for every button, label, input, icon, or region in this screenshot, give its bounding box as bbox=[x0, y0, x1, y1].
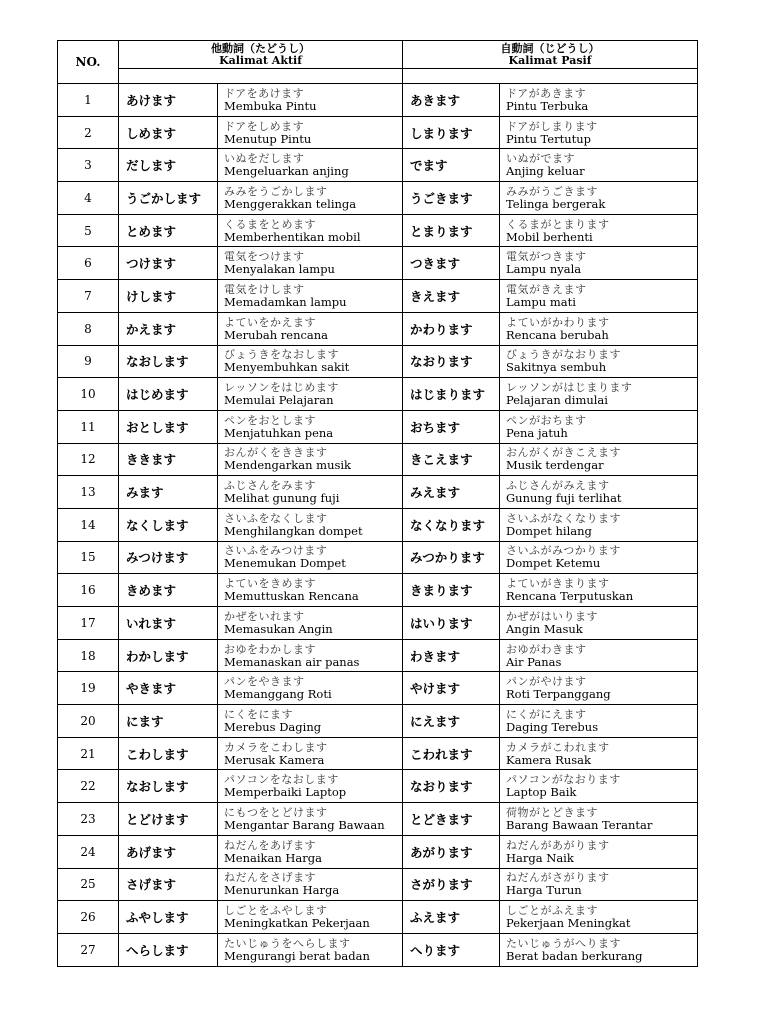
transitive-example-id: Memasukan Angin bbox=[224, 621, 333, 636]
transitive-example bbox=[218, 116, 403, 149]
transitive-example bbox=[218, 574, 403, 607]
intransitive-example-id: Dompet hilang bbox=[506, 523, 592, 538]
intransitive-example-jp: おゆがわきます bbox=[506, 642, 587, 656]
transitive-example-id: Memuttuskan Rencana bbox=[224, 589, 359, 604]
transitive-example bbox=[218, 476, 403, 509]
intransitive-example bbox=[500, 214, 698, 247]
row-number: 4 bbox=[58, 182, 119, 215]
intransitive-example-jp: びょうきがなおります bbox=[506, 348, 621, 362]
transitive-example-jp: にくをにます bbox=[224, 707, 293, 721]
transitive-example-id: Membuka Pintu bbox=[224, 98, 317, 113]
intransitive-example-jp: ねだんがさがります bbox=[506, 871, 610, 885]
table-row bbox=[58, 182, 698, 215]
row-number: 2 bbox=[58, 116, 119, 149]
transitive-example bbox=[218, 803, 403, 836]
intransitive-example-id: Harga Naik bbox=[506, 850, 574, 865]
transitive-example bbox=[218, 247, 403, 280]
transitive-example-id: Mengurangi berat badan bbox=[224, 948, 370, 963]
transitive-verb: なくします bbox=[119, 508, 218, 541]
transitive-example bbox=[218, 541, 403, 574]
row-number: 27 bbox=[58, 933, 119, 966]
row-number: 17 bbox=[58, 607, 119, 640]
intransitive-verb: きこえます bbox=[403, 443, 500, 476]
intransitive-verb: あきます bbox=[403, 84, 500, 117]
intransitive-example bbox=[500, 84, 698, 117]
intransitive-example-jp: 電気がきえます bbox=[506, 282, 587, 296]
transitive-verb: へらします bbox=[119, 933, 218, 966]
transitive-example bbox=[218, 280, 403, 313]
row-number: 12 bbox=[58, 443, 119, 476]
transitive-example-jp: たいじゅうをへらします bbox=[224, 936, 351, 950]
intransitive-verb: なおります bbox=[403, 770, 500, 803]
transitive-example-id: Memanaskan air panas bbox=[224, 654, 360, 669]
transitive-example-id: Menyalakan lampu bbox=[224, 262, 335, 277]
transitive-example-id: Menutup Pintu bbox=[224, 131, 312, 146]
transitive-example bbox=[218, 607, 403, 640]
transitive-verb: はじめます bbox=[119, 378, 218, 411]
intransitive-verb: なくなります bbox=[403, 508, 500, 541]
row-number: 6 bbox=[58, 247, 119, 280]
intransitive-example-jp: ペンがおちます bbox=[506, 413, 587, 427]
transitive-example-jp: ねだんをさげます bbox=[224, 871, 316, 885]
intransitive-example-id: Roti Terpanggang bbox=[506, 687, 611, 702]
transitive-verb: なおします bbox=[119, 770, 218, 803]
intransitive-example bbox=[500, 901, 698, 934]
intransitive-verb: はいります bbox=[403, 607, 500, 640]
intransitive-example bbox=[500, 933, 698, 966]
table-row bbox=[58, 280, 698, 313]
intransitive-verb: みつかります bbox=[403, 541, 500, 574]
intransitive-verb: へります bbox=[403, 933, 500, 966]
intransitive-example bbox=[500, 280, 698, 313]
transitive-example-id: Menurunkan Harga bbox=[224, 883, 340, 898]
verb-table bbox=[57, 40, 698, 967]
table-row bbox=[58, 541, 698, 574]
transitive-example-jp: レッソンをはじめます bbox=[224, 381, 339, 395]
intransitive-example-jp: しごとがふえます bbox=[506, 904, 598, 918]
transitive-verb: ききます bbox=[119, 443, 218, 476]
row-number: 7 bbox=[58, 280, 119, 313]
intransitive-example-jp: ふじさんがみえます bbox=[506, 479, 610, 493]
intransitive-example-id: Rencana Terputuskan bbox=[506, 589, 634, 604]
intransitive-example bbox=[500, 312, 698, 345]
transitive-verb: ふやします bbox=[119, 901, 218, 934]
intransitive-example-jp: にくがにえます bbox=[506, 707, 587, 721]
transitive-example-jp: さいふをなくします bbox=[224, 511, 328, 525]
row-number: 22 bbox=[58, 770, 119, 803]
row-number: 10 bbox=[58, 378, 119, 411]
row-number: 19 bbox=[58, 672, 119, 705]
row-number: 21 bbox=[58, 737, 119, 770]
transitive-example-jp: ドアをあけます bbox=[224, 86, 305, 100]
intransitive-example-id: Berat badan berkurang bbox=[506, 948, 643, 963]
row-number: 15 bbox=[58, 541, 119, 574]
transitive-example-jp: 電気をつけます bbox=[224, 250, 305, 264]
transitive-verb: きめます bbox=[119, 574, 218, 607]
intransitive-example-id: Pintu Tertutup bbox=[506, 131, 592, 146]
intransitive-example bbox=[500, 737, 698, 770]
transitive-example bbox=[218, 378, 403, 411]
intransitive-verb: しまります bbox=[403, 116, 500, 149]
intransitive-verb: なおります bbox=[403, 345, 500, 378]
intransitive-verb: きえます bbox=[403, 280, 500, 313]
transitive-example-jp: おゆをわかします bbox=[224, 642, 316, 656]
transitive-example-jp: いぬをだします bbox=[224, 152, 305, 166]
transitive-example-id: Menaikan Harga bbox=[224, 850, 323, 865]
transitive-verb: けします bbox=[119, 280, 218, 313]
transitive-example bbox=[218, 149, 403, 182]
intransitive-verb: はじまります bbox=[403, 378, 500, 411]
table-row bbox=[58, 84, 698, 117]
transitive-example bbox=[218, 508, 403, 541]
intransitive-example bbox=[500, 378, 698, 411]
transitive-verb: やきます bbox=[119, 672, 218, 705]
transitive-example-id: Memadamkan lampu bbox=[224, 294, 347, 309]
intransitive-example bbox=[500, 149, 698, 182]
row-number: 13 bbox=[58, 476, 119, 509]
table-row bbox=[58, 312, 698, 345]
transitive-example bbox=[218, 410, 403, 443]
intransitive-example-jp: パソコンがなおります bbox=[506, 773, 621, 787]
transitive-spacer-cell bbox=[119, 69, 403, 84]
transitive-verb: つけます bbox=[119, 247, 218, 280]
intransitive-example bbox=[500, 574, 698, 607]
transitive-verb: あけます bbox=[119, 84, 218, 117]
transitive-header-jp: 他動詞（たどうし） bbox=[211, 41, 310, 55]
transitive-example bbox=[218, 443, 403, 476]
table-row bbox=[58, 410, 698, 443]
row-number: 20 bbox=[58, 705, 119, 738]
intransitive-example-id: Mobil berhenti bbox=[506, 229, 593, 244]
intransitive-example bbox=[500, 607, 698, 640]
intransitive-example-jp: ねだんがあがります bbox=[506, 838, 610, 852]
intransitive-example-id: Air Panas bbox=[506, 654, 562, 669]
intransitive-example-id: Pintu Terbuka bbox=[506, 98, 589, 113]
transitive-example-jp: カメラをこわします bbox=[224, 740, 328, 754]
intransitive-spacer-cell bbox=[403, 69, 698, 84]
intransitive-verb: でます bbox=[403, 149, 500, 182]
intransitive-example-jp: よていがきまります bbox=[506, 577, 610, 591]
transitive-example-id: Memulai Pelajaran bbox=[224, 393, 334, 408]
table-row bbox=[58, 378, 698, 411]
transitive-verb: さげます bbox=[119, 868, 218, 901]
row-number: 11 bbox=[58, 410, 119, 443]
intransitive-example-id: Pena jatuh bbox=[506, 425, 568, 440]
transitive-example bbox=[218, 214, 403, 247]
table-row bbox=[58, 443, 698, 476]
table-row bbox=[58, 835, 698, 868]
intransitive-example-jp: みみがうごきます bbox=[506, 184, 598, 198]
intransitive-example bbox=[500, 410, 698, 443]
transitive-example bbox=[218, 770, 403, 803]
intransitive-example bbox=[500, 345, 698, 378]
row-number: 9 bbox=[58, 345, 119, 378]
table-row bbox=[58, 639, 698, 672]
intransitive-example-jp: ドアがしまります bbox=[506, 119, 598, 133]
transitive-example-id: Memberhentikan mobil bbox=[224, 229, 361, 244]
transitive-example-jp: びょうきをなおします bbox=[224, 348, 339, 362]
transitive-example-id: Menemukan Dompet bbox=[224, 556, 346, 571]
transitive-example bbox=[218, 639, 403, 672]
table-row bbox=[58, 705, 698, 738]
intransitive-example bbox=[500, 247, 698, 280]
transitive-example-jp: しごとをふやします bbox=[224, 904, 328, 918]
transitive-verb: とめます bbox=[119, 214, 218, 247]
table-row bbox=[58, 574, 698, 607]
intransitive-example-jp: おんがくがきこえます bbox=[506, 446, 621, 460]
table-row bbox=[58, 345, 698, 378]
transitive-example bbox=[218, 933, 403, 966]
transitive-example-id: Melihat gunung fuji bbox=[224, 491, 340, 506]
table-row bbox=[58, 737, 698, 770]
intransitive-example-id: Telinga bergerak bbox=[506, 196, 606, 211]
intransitive-example bbox=[500, 803, 698, 836]
transitive-verb: かえます bbox=[119, 312, 218, 345]
intransitive-example-jp: たいじゅうがへります bbox=[506, 936, 621, 950]
table-row bbox=[58, 607, 698, 640]
intransitive-example-jp: いぬがでます bbox=[506, 152, 575, 166]
transitive-verb: こわします bbox=[119, 737, 218, 770]
intransitive-example-jp: 電気がつきます bbox=[506, 250, 587, 264]
transitive-verb: みます bbox=[119, 476, 218, 509]
intransitive-example-id: Barang Bawaan Terantar bbox=[506, 817, 653, 832]
transitive-example bbox=[218, 182, 403, 215]
transitive-example-id: Memperbaiki Laptop bbox=[224, 785, 347, 800]
intransitive-header-jp: 自動詞（じどうし） bbox=[500, 41, 600, 55]
transitive-example-id: Meningkatkan Pekerjaan bbox=[224, 916, 370, 931]
row-number: 18 bbox=[58, 639, 119, 672]
transitive-example-id: Merubah rencana bbox=[224, 327, 329, 342]
intransitive-example-id: Musik terdengar bbox=[506, 458, 604, 473]
transitive-example-id: Menjatuhkan pena bbox=[224, 425, 334, 440]
intransitive-example-id: Pelajaran dimulai bbox=[506, 393, 608, 408]
table-row bbox=[58, 116, 698, 149]
table-row bbox=[58, 770, 698, 803]
transitive-verb: とどけます bbox=[119, 803, 218, 836]
transitive-example-jp: さいふをみつけます bbox=[224, 544, 328, 558]
intransitive-verb: つきます bbox=[403, 247, 500, 280]
intransitive-verb: かわります bbox=[403, 312, 500, 345]
intransitive-example-jp: 荷物がとどきます bbox=[506, 805, 598, 819]
table-row bbox=[58, 901, 698, 934]
row-number: 26 bbox=[58, 901, 119, 934]
transitive-verb: おとします bbox=[119, 410, 218, 443]
intransitive-example-jp: ドアがあきます bbox=[506, 86, 587, 100]
intransitive-example-jp: くるまがとまります bbox=[506, 217, 610, 231]
transitive-example-id: Memanggang Roti bbox=[224, 687, 332, 702]
transitive-example bbox=[218, 84, 403, 117]
transitive-example bbox=[218, 345, 403, 378]
no-column-header: NO. bbox=[58, 41, 119, 84]
transitive-example-jp: ふじさんをみます bbox=[224, 479, 316, 493]
row-number: 3 bbox=[58, 149, 119, 182]
transitive-verb: なおします bbox=[119, 345, 218, 378]
intransitive-verb: みえます bbox=[403, 476, 500, 509]
intransitive-example-jp: さいふがなくなります bbox=[506, 511, 621, 525]
transitive-header-id: Kalimat Aktif bbox=[219, 53, 302, 67]
intransitive-verb: やけます bbox=[403, 672, 500, 705]
transitive-example-id: Menggerakkan telinga bbox=[224, 196, 357, 211]
table-row bbox=[58, 933, 698, 966]
row-number: 5 bbox=[58, 214, 119, 247]
transitive-verb: あげます bbox=[119, 835, 218, 868]
intransitive-example-id: Daging Terebus bbox=[506, 719, 599, 734]
transitive-verb: いれます bbox=[119, 607, 218, 640]
transitive-example-id: Merebus Daging bbox=[224, 719, 322, 734]
transitive-verb: しめます bbox=[119, 116, 218, 149]
table-row bbox=[58, 149, 698, 182]
row-number: 25 bbox=[58, 868, 119, 901]
intransitive-verb: あがります bbox=[403, 835, 500, 868]
intransitive-example-id: Lampu mati bbox=[506, 294, 576, 309]
intransitive-example bbox=[500, 835, 698, 868]
intransitive-example-id: Rencana berubah bbox=[506, 327, 609, 342]
transitive-verb: わかします bbox=[119, 639, 218, 672]
transitive-example-jp: ペンをおとします bbox=[224, 413, 316, 427]
transitive-example-jp: おんがくをききます bbox=[224, 446, 328, 460]
transitive-example-id: Mengeluarkan anjing bbox=[224, 164, 349, 179]
intransitive-example bbox=[500, 672, 698, 705]
intransitive-example bbox=[500, 705, 698, 738]
transitive-example bbox=[218, 835, 403, 868]
intransitive-example-id: Dompet Ketemu bbox=[506, 556, 601, 571]
intransitive-example bbox=[500, 541, 698, 574]
transitive-example-jp: ドアをしめます bbox=[224, 119, 305, 133]
transitive-verb: みつけます bbox=[119, 541, 218, 574]
intransitive-example-jp: かぜがはいります bbox=[506, 609, 598, 623]
transitive-example-jp: 電気をけします bbox=[224, 282, 305, 296]
row-number: 23 bbox=[58, 803, 119, 836]
transitive-verb: うごかします bbox=[119, 182, 218, 215]
transitive-example bbox=[218, 737, 403, 770]
intransitive-verb: うごきます bbox=[403, 182, 500, 215]
intransitive-verb: にえます bbox=[403, 705, 500, 738]
intransitive-example-jp: さいふがみつかります bbox=[506, 544, 621, 558]
intransitive-example bbox=[500, 116, 698, 149]
intransitive-verb: こわれます bbox=[403, 737, 500, 770]
table-row bbox=[58, 476, 698, 509]
intransitive-example bbox=[500, 639, 698, 672]
intransitive-verb: とまります bbox=[403, 214, 500, 247]
table-row bbox=[58, 803, 698, 836]
intransitive-example-id: Gunung fuji terlihat bbox=[506, 491, 622, 506]
transitive-example bbox=[218, 312, 403, 345]
intransitive-verb: わきます bbox=[403, 639, 500, 672]
transitive-example-jp: くるまをとめます bbox=[224, 217, 316, 231]
transitive-header bbox=[119, 41, 403, 69]
intransitive-example-jp: レッソンがはじまります bbox=[506, 381, 633, 395]
intransitive-example-jp: パンがやけます bbox=[506, 675, 587, 689]
row-number: 1 bbox=[58, 84, 119, 117]
intransitive-verb: きまります bbox=[403, 574, 500, 607]
table-row bbox=[58, 868, 698, 901]
transitive-example-id: Menghilangkan dompet bbox=[224, 523, 363, 538]
intransitive-example-id: Sakitnya sembuh bbox=[506, 360, 607, 375]
intransitive-example-id: Laptop Baik bbox=[506, 785, 577, 800]
transitive-example bbox=[218, 705, 403, 738]
intransitive-example-id: Lampu nyala bbox=[506, 262, 582, 277]
intransitive-example-id: Pekerjaan Meningkat bbox=[506, 916, 631, 931]
transitive-example-id: Menyembuhkan sakit bbox=[224, 360, 350, 375]
table-row bbox=[58, 508, 698, 541]
row-number: 8 bbox=[58, 312, 119, 345]
row-number: 14 bbox=[58, 508, 119, 541]
transitive-example-jp: よていをかえます bbox=[224, 315, 316, 329]
intransitive-example bbox=[500, 770, 698, 803]
intransitive-verb: さがります bbox=[403, 868, 500, 901]
intransitive-example-id: Anjing keluar bbox=[506, 164, 585, 179]
intransitive-verb: おちます bbox=[403, 410, 500, 443]
transitive-example bbox=[218, 868, 403, 901]
intransitive-example bbox=[500, 508, 698, 541]
table-row bbox=[58, 247, 698, 280]
intransitive-verb: とどきます bbox=[403, 803, 500, 836]
intransitive-header-id: Kalimat Pasif bbox=[508, 53, 592, 67]
transitive-example-id: Mengantar Barang Bawaan bbox=[224, 817, 385, 832]
intransitive-example-id: Harga Turun bbox=[506, 883, 582, 898]
intransitive-example bbox=[500, 868, 698, 901]
transitive-verb: にます bbox=[119, 705, 218, 738]
transitive-example-jp: かぜをいれます bbox=[224, 609, 305, 623]
intransitive-example-id: Angin Masuk bbox=[506, 621, 583, 636]
intransitive-example-id: Kamera Rusak bbox=[506, 752, 591, 767]
intransitive-example bbox=[500, 182, 698, 215]
table-row bbox=[58, 672, 698, 705]
transitive-example-id: Merusak Kamera bbox=[224, 752, 325, 767]
intransitive-example bbox=[500, 443, 698, 476]
transitive-example-jp: パンをやきます bbox=[224, 675, 305, 689]
row-number: 24 bbox=[58, 835, 119, 868]
transitive-example-jp: にもつをとどけます bbox=[224, 805, 328, 819]
transitive-example bbox=[218, 672, 403, 705]
transitive-example-jp: みみをうごかします bbox=[224, 184, 328, 198]
transitive-example bbox=[218, 901, 403, 934]
transitive-example-jp: よていをきめます bbox=[224, 577, 316, 591]
transitive-verb: だします bbox=[119, 149, 218, 182]
transitive-example-jp: パソコンをなおします bbox=[224, 773, 339, 787]
row-number: 16 bbox=[58, 574, 119, 607]
transitive-example-jp: ねだんをあげます bbox=[224, 838, 316, 852]
table-row bbox=[58, 214, 698, 247]
intransitive-verb: ふえます bbox=[403, 901, 500, 934]
intransitive-example-jp: よていがかわります bbox=[506, 315, 610, 329]
intransitive-example-jp: カメラがこわれます bbox=[506, 740, 610, 754]
intransitive-header bbox=[403, 41, 698, 69]
intransitive-example bbox=[500, 476, 698, 509]
transitive-example-id: Mendengarkan musik bbox=[224, 458, 352, 473]
